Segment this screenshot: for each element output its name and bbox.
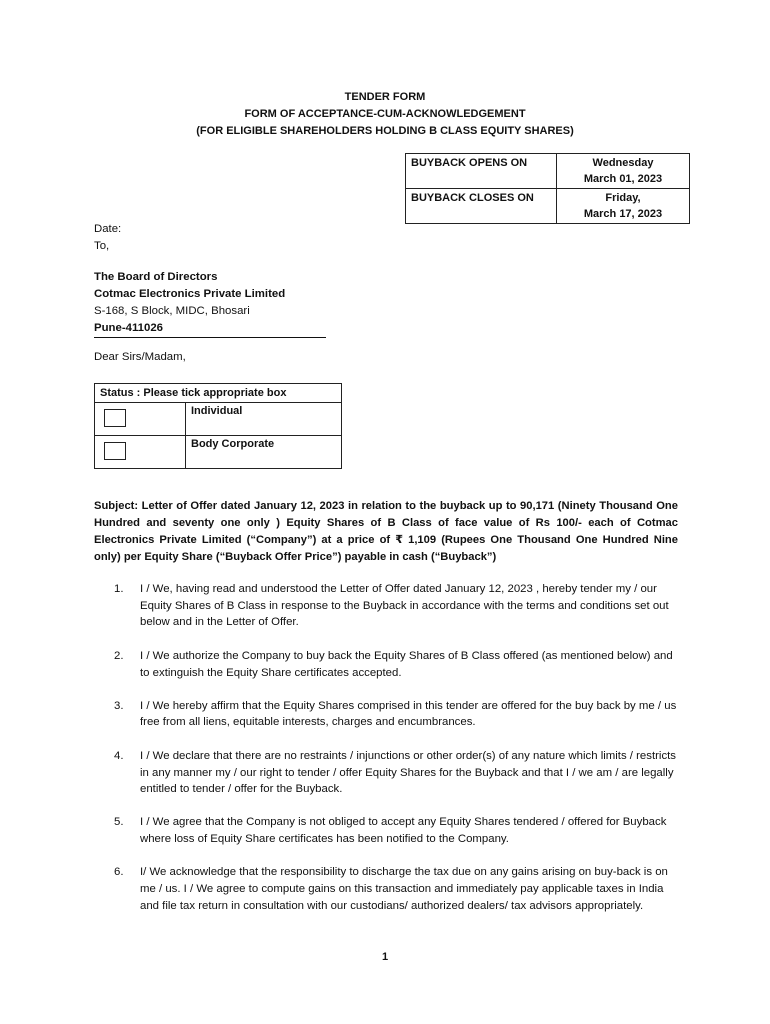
term-text: I/ We acknowledge that the responsibility to discharge the tax due on any gains arising on buy-back is on me / us. I / We agree to compute gains on this transaction and immediately pay applicable taxes in India and file tax return in consultation with our custodians/ authorized dealers/ tax advisors appropriately. (140, 866, 668, 912)
closes-value (557, 189, 690, 224)
individual-label: Individual (186, 403, 342, 436)
closes-date: March 17, 2023 (583, 208, 663, 220)
individual-checkbox-cell (95, 403, 186, 436)
date-label: Date: (94, 223, 122, 235)
closes-label: BUYBACK CLOSES ON (406, 189, 557, 224)
term-text: I / We declare that there are no restraints / injunctions or other order(s) of any nature which limits / restricts in any manner my / our right to tender / offer Equity Shares for the Buyback and that I / we am / are legally entitled to tender / offer for the Buyback. (140, 749, 677, 796)
eligibility-note: (FOR ELIGIBLE SHAREHOLDERS HOLDING B CLASS EQUITY SHARES) (196, 125, 574, 137)
term-text: I / We, having read and understood the Letter of Offer dated January 12, 2023 , hereby tender my / our Equity Shares of B Class in response to the Buyback in accordance with the terms and conditions set out below and in the Letter of Offer. (140, 583, 669, 629)
term-number: 2. (114, 650, 124, 663)
term-text: I / We authorize the Company to buy back the Equity Shares of B Class offered (as mentioned below) and to extinguish the Equity Share certificates accepted. (140, 650, 673, 679)
body-corporate-label: Body Corporate (186, 436, 342, 469)
form-header (0, 89, 770, 140)
addressee-pin: Pune-411026 (94, 320, 326, 338)
term-number: 4. (114, 749, 124, 762)
term-item (94, 648, 684, 681)
term-item (94, 748, 684, 798)
page-number: 1 (381, 951, 389, 963)
term-number: 5. (114, 816, 124, 829)
form-title: TENDER FORM (344, 91, 426, 103)
status-table (94, 383, 342, 469)
body-corporate-checkbox[interactable] (104, 442, 126, 460)
closes-day: Friday, (605, 192, 641, 204)
salutation: Dear Sirs/Madam, (94, 351, 186, 363)
term-item (94, 814, 684, 847)
opens-date: March 01, 2023 (583, 173, 663, 185)
addressee-company: Cotmac Electronics Private Limited (94, 288, 286, 300)
addressee-line-1: The Board of Directors (94, 271, 218, 283)
form-subtitle: FORM OF ACCEPTANCE-CUM-ACKNOWLEDGEMENT (244, 108, 526, 120)
addressee-block (94, 269, 326, 338)
to-label: To, (94, 240, 110, 252)
term-item (94, 864, 684, 914)
individual-checkbox[interactable] (104, 409, 126, 427)
buyback-schedule-table (405, 153, 690, 224)
status-heading: Status : Please tick appropriate box (95, 384, 342, 403)
opens-value (557, 154, 690, 189)
terms-list (94, 581, 684, 915)
term-text: I / We agree that the Company is not obliged to accept any Equity Shares tendered / offered for Buyback where loss of Equity Share certificates has been notified to the Company. (140, 816, 667, 845)
term-number: 3. (114, 699, 124, 712)
term-text: I / We hereby affirm that the Equity Shares comprised in this tender are offered for the buy back by me / us free from all liens, equitable interests, charges and encumbrances. (140, 699, 677, 729)
date-to-block (94, 221, 121, 255)
body-corporate-checkbox-cell (95, 436, 186, 469)
opens-label: BUYBACK OPENS ON (406, 154, 557, 189)
closes-row (406, 189, 690, 224)
addressee-street: S-168, S Block, MIDC, Bhosari (94, 305, 250, 317)
opens-row (406, 154, 690, 189)
term-number: 1. (114, 583, 124, 595)
term-number: 6. (114, 866, 124, 879)
term-item (94, 581, 684, 631)
term-item (94, 698, 684, 731)
opens-day: Wednesday (592, 157, 654, 169)
subject-paragraph: Subject: Letter of Offer dated January 12, 2023 in relation to the buyback up to 90,171 (Ninety Thousand One Hundred and seventy one only ) Equity Shares of B Class of face value of Rs 100/- each of Cotmac Electronics Private Limited (“Company”) at a price of ₹ 1,109 (Rupees One Thousand One Hundred Nine only) per Equity Share (“Buyback Offer Price”) payable in cash (“Buyback”) (94, 500, 678, 563)
